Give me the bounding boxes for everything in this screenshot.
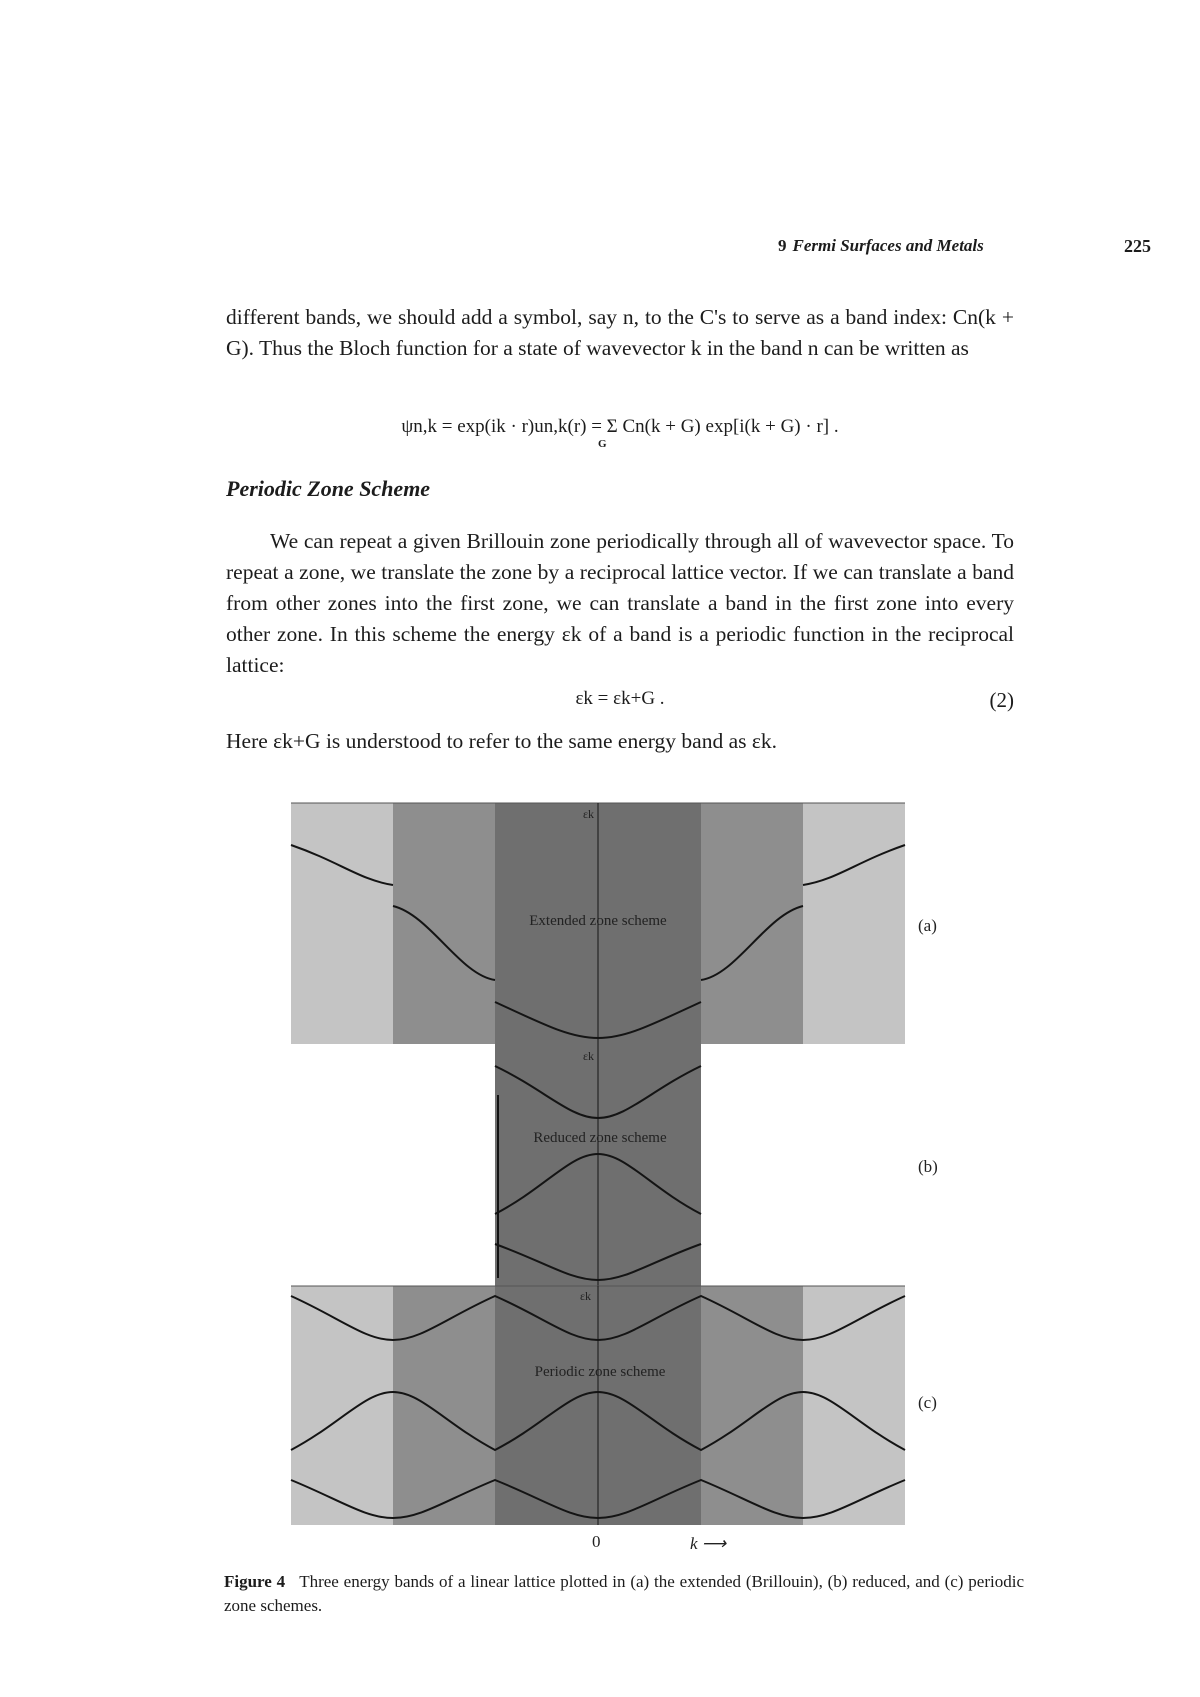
panel-b-axis-label: εk	[583, 1049, 595, 1063]
panel-a-title: Extended zone scheme	[529, 913, 667, 929]
k-axis-label: k ⟶	[690, 1534, 727, 1553]
panel-c-title: Periodic zone scheme	[534, 1364, 666, 1380]
panel-a-label: (a)	[918, 916, 937, 935]
zone-outer-left	[291, 803, 393, 1044]
figure-caption	[224, 1570, 1024, 1618]
origin-label: 0	[592, 1532, 601, 1551]
section-heading: Periodic Zone Scheme	[226, 476, 431, 501]
panel-c-axis-label: εk	[580, 1289, 592, 1303]
paragraph: different bands, we should add a symbol, say n, to the C's to serve as a band index: Cn(k + G). Thus the Bloch function for a state of wavevector k in the band n can be written as	[226, 305, 1014, 360]
panel-c-label: (c)	[918, 1393, 937, 1412]
panel-periodic-zone	[291, 1286, 937, 1525]
page-number: 225	[1124, 236, 1151, 256]
chapter-title: Fermi Surfaces and Metals	[792, 236, 984, 255]
caption-label: Figure 4	[224, 1572, 286, 1591]
panel-reduced-zone	[495, 1044, 938, 1286]
zone-outer-right	[803, 803, 905, 1044]
zone-second-right	[701, 803, 803, 1044]
panel-b-title: Reduced zone scheme	[533, 1130, 667, 1146]
sum-index: G	[598, 438, 607, 450]
panel-b-label: (b)	[918, 1157, 938, 1176]
equation-number: (2)	[989, 688, 1014, 712]
paragraph: Here εk+G is understood to refer to the same energy band as εk.	[226, 729, 778, 753]
panel-a-axis-label: εk	[583, 807, 595, 821]
panel-extended-zone	[291, 803, 937, 1044]
chapter-number: 9	[778, 236, 787, 255]
equation-text: εk = εk+G .	[575, 688, 665, 709]
zone-second-left	[393, 803, 495, 1044]
caption-text: Three energy bands of a linear lattice plotted in (a) the extended (Brillouin), (b) reduced, and (c) periodic zone schemes.	[224, 1572, 1024, 1615]
equation-text: ψn,k = exp(ik · r)un,k(r) = Σ Cn(k + G) exp[i(k + G) · r] .	[401, 416, 839, 437]
paragraph: We can repeat a given Brillouin zone periodically through all of wavevector space. To repeat a zone, we translate the zone by a reciprocal lattice vector. If we can translate a band from other zones into the first zone, we can translate a band in the first zone into every other zone. In this scheme the energy εk of a band is a periodic function in the reciprocal lattice:	[226, 529, 1014, 677]
